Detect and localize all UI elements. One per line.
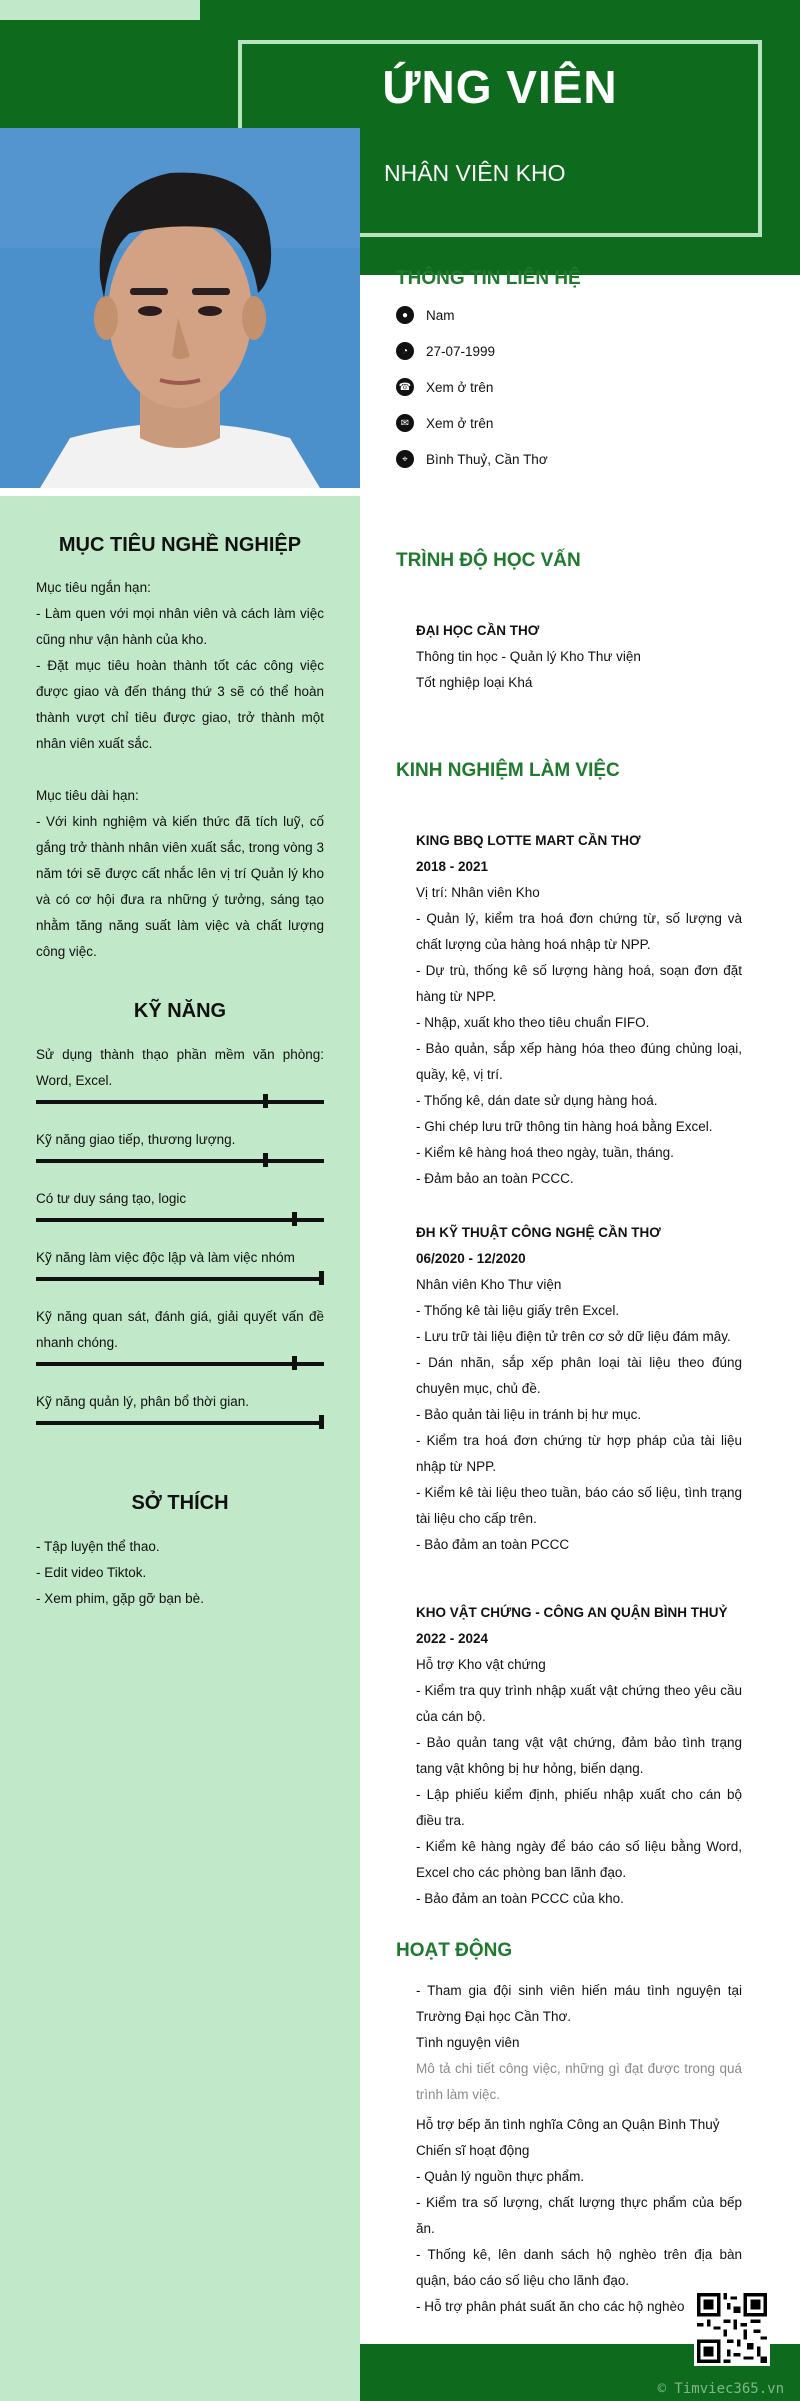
contact-address-text: Bình Thuỷ, Cần Thơ bbox=[426, 451, 548, 467]
job-block bbox=[416, 1220, 742, 1558]
objective-line: Mục tiêu ngắn hạn: bbox=[36, 580, 151, 595]
hobbies-title: SỞ THÍCH bbox=[131, 1492, 229, 1514]
activities-title: HOẠT ĐỘNG bbox=[396, 1940, 513, 1961]
job-task: - Thống kê tài liệu giấy trên Excel. bbox=[416, 1303, 620, 1318]
activity-task: - Kiểm tra số lượng, chất lượng thực phẩm của bếp ăn. bbox=[416, 2195, 742, 2236]
job-task: - Bảo quản tang vật vật chứng, đảm bảo tình trạng tang vật không bị hư hỏng, biến dạng. bbox=[416, 1735, 742, 1776]
education-block bbox=[416, 618, 742, 696]
phone-icon: ☎ bbox=[396, 378, 414, 396]
objective-title: MỤC TIÊU NGHỀ NGHIỆP bbox=[58, 534, 302, 556]
skill-bar bbox=[36, 1277, 324, 1281]
activity-role: Chiến sĩ hoạt động bbox=[416, 2143, 530, 2158]
skill-bar bbox=[36, 1362, 324, 1366]
job-task: - Kiểm kê hàng hoá theo ngày, tuần, tháng. bbox=[416, 1145, 674, 1160]
hobby-item: - Xem phim, gặp gỡ bạn bè. bbox=[36, 1591, 204, 1606]
hobbies-list bbox=[36, 1534, 324, 1612]
skill-knob bbox=[263, 1153, 268, 1167]
skill-knob bbox=[263, 1094, 268, 1108]
activity-desc: - Tham gia đội sinh viên hiến máu tình nguyện tại Trường Đại học Cần Thơ. bbox=[416, 1983, 742, 2024]
contact-phone-text: Xem ở trên bbox=[426, 379, 494, 395]
objective-line: Mục tiêu dài hạn: bbox=[36, 788, 139, 803]
activity-task: - Quản lý nguồn thực phẩm. bbox=[416, 2169, 585, 2184]
qr-code-icon bbox=[697, 2293, 767, 2363]
skill-label: Kỹ năng quan sát, đánh giá, giải quyết vấn đề nhanh chóng. bbox=[36, 1309, 324, 1350]
job-task: - Lập phiếu kiểm định, phiếu nhập xuất cho cán bộ điều tra. bbox=[416, 1787, 742, 1828]
hobby-item: - Edit video Tiktok. bbox=[36, 1565, 147, 1580]
skill-bar bbox=[36, 1421, 324, 1425]
contact-email-text: Xem ở trên bbox=[426, 415, 494, 431]
activity-block bbox=[416, 1978, 742, 2108]
job-task: - Kiểm tra quy trình nhập xuất vật chứng theo yêu cầu của cán bộ. bbox=[416, 1683, 742, 1724]
objective-line: - Đặt mục tiêu hoàn thành tốt các công việc được giao và đến tháng thứ 3 sẽ có thể hoàn thành vượt chỉ tiêu được giao, trở thành một nhân viên xuất sắc. bbox=[36, 658, 324, 751]
skill-label: Có tư duy sáng tạo, logic bbox=[36, 1191, 187, 1206]
job-task: - Đảm bảo an toàn PCCC. bbox=[416, 1171, 574, 1186]
education-grade: Tốt nghiệp loại Khá bbox=[416, 675, 533, 690]
job-task: - Bảo quản tài liệu in tránh bị hư mục. bbox=[416, 1407, 642, 1422]
header-accent-strip bbox=[0, 0, 200, 20]
skill-label: Kỹ năng quản lý, phân bổ thời gian. bbox=[36, 1394, 250, 1409]
objective-text bbox=[36, 575, 324, 965]
watermark: © Timviec365.vn bbox=[657, 2381, 784, 2397]
job-company: KING BBQ LOTTE MART CẦN THƠ bbox=[416, 833, 641, 848]
skill-bar bbox=[36, 1159, 324, 1163]
job-period: 2022 - 2024 bbox=[416, 1631, 489, 1646]
job-task: - Lưu trữ tài liệu điện tử trên cơ sở dữ liệu đám mây. bbox=[416, 1329, 731, 1344]
skill-knob bbox=[292, 1212, 297, 1226]
candidate-name: ỨNG VIÊN bbox=[382, 61, 618, 113]
portrait-image bbox=[0, 128, 360, 488]
job-role: Hỗ trợ Kho vật chứng bbox=[416, 1657, 546, 1672]
contact-gender-text: Nam bbox=[426, 307, 455, 323]
skill-label: Sử dụng thành thạo phần mềm văn phòng: Word, Excel. bbox=[36, 1047, 324, 1088]
skill-label: Kỹ năng làm việc độc lập và làm việc nhóm bbox=[36, 1250, 295, 1265]
job-task: - Bảo quản, sắp xếp hàng hóa theo đúng chủng loại, quầy, kệ, vị trí. bbox=[416, 1041, 742, 1082]
skill-label: Kỹ năng giao tiếp, thương lượng. bbox=[36, 1132, 236, 1147]
job-company: KHO VẬT CHỨNG - CÔNG AN QUẬN BÌNH THUỶ bbox=[416, 1605, 728, 1620]
job-task: - Kiểm kê hàng ngày để báo cáo số liệu bằng Word, Excel cho các phòng ban lãnh đạo. bbox=[416, 1839, 742, 1880]
job-role: Nhân viên Kho Thư viện bbox=[416, 1277, 562, 1292]
activity-task: - Hỗ trợ phân phát suất ăn cho các hộ nghèo bbox=[416, 2299, 685, 2314]
job-company: ĐH KỸ THUẬT CÔNG NGHỆ CẦN THƠ bbox=[416, 1225, 661, 1240]
skill-knob bbox=[292, 1356, 297, 1370]
avatar bbox=[0, 128, 360, 488]
job-task: - Nhập, xuất kho theo tiêu chuẩn FIFO. bbox=[416, 1015, 650, 1030]
job-task: - Kiểm tra hoá đơn chứng từ hợp pháp của tài liệu nhập từ NPP. bbox=[416, 1433, 742, 1474]
contact-email bbox=[396, 411, 493, 435]
person-icon: ● bbox=[396, 306, 414, 324]
job-task: - Ghi chép lưu trữ thông tin hàng hoá bằng Excel. bbox=[416, 1119, 713, 1134]
school-name: ĐẠI HỌC CẦN THƠ bbox=[416, 623, 540, 638]
job-role: Vị trí: Nhân viên Kho bbox=[416, 885, 540, 900]
job-period: 06/2020 - 12/2020 bbox=[416, 1251, 526, 1266]
activity-task: - Thống kê, lên danh sách hộ nghèo trên địa bàn quận, báo cáo số liệu cho lãnh đạo. bbox=[416, 2247, 742, 2288]
job-task: - Bảo đảm an toàn PCCC của kho. bbox=[416, 1891, 624, 1906]
contact-birthday bbox=[396, 339, 495, 363]
job-task: - Quản lý, kiểm tra hoá đơn chứng từ, số lượng và chất lượng của hàng hoá nhập từ NPP. bbox=[416, 911, 742, 952]
activity-role: Tình nguyện viên bbox=[416, 2035, 520, 2050]
activity-block bbox=[416, 2112, 742, 2320]
experience-title: KINH NGHIỆM LÀM VIỆC bbox=[396, 760, 620, 781]
job-task: - Kiểm kê tài liệu theo tuần, báo cáo số liệu, tình trạng tài liệu cho cấp trên. bbox=[416, 1485, 742, 1526]
objective-line: - Với kinh nghiệm và kiến thức đã tích luỹ, cố gắng trở thành nhân viên xuất sắc, trong vòng 3 năm tới sẽ được cất nhắc lên vị trí Quản lý kho và có cơ hội đưa ra những ý tưởng, sáng tạo nhằm tăng năng suất làm việc và chất lượng công việc. bbox=[36, 814, 324, 959]
education-major: Thông tin học - Quản lý Kho Thư viện bbox=[416, 649, 641, 664]
job-period: 2018 - 2021 bbox=[416, 859, 489, 874]
activity-placeholder: Mô tả chi tiết công việc, những gì đạt được trong quá trình làm việc. bbox=[416, 2061, 742, 2102]
email-icon: ✉ bbox=[396, 414, 414, 432]
contact-title: THÔNG TIN LIÊN HỆ bbox=[396, 268, 581, 289]
skill-knob bbox=[319, 1271, 324, 1285]
hobby-item: - Tập luyện thể thao. bbox=[36, 1539, 160, 1554]
job-task: - Dự trù, thống kê số lượng hàng hoá, soạn đơn đặt hàng từ NPP. bbox=[416, 963, 742, 1004]
job-task: - Bảo đảm an toàn PCCC bbox=[416, 1537, 570, 1552]
activity-desc: Hỗ trợ bếp ăn tình nghĩa Công an Quận Bình Thuỷ bbox=[416, 2117, 720, 2132]
skill-bar bbox=[36, 1100, 324, 1104]
photo-divider bbox=[0, 488, 360, 496]
qr-code[interactable] bbox=[694, 2290, 770, 2366]
job-task: - Thống kê, dán date sử dụng hàng hoá. bbox=[416, 1093, 658, 1108]
job-task: - Dán nhãn, sắp xếp phân loại tài liệu theo đúng chuyên mục, chủ đề. bbox=[416, 1355, 742, 1396]
clock-icon: ◔ bbox=[396, 342, 414, 360]
skill-bar bbox=[36, 1218, 324, 1222]
location-icon: ⌖ bbox=[396, 450, 414, 468]
skills-title: KỸ NĂNG bbox=[133, 1000, 227, 1022]
job-block bbox=[416, 828, 742, 1192]
contact-address bbox=[396, 447, 548, 471]
contact-gender bbox=[396, 303, 455, 327]
contact-phone bbox=[396, 375, 493, 399]
contact-birthday-text: 27-07-1999 bbox=[426, 343, 496, 359]
skill-knob bbox=[319, 1415, 324, 1429]
education-title: TRÌNH ĐỘ HỌC VẤN bbox=[396, 550, 581, 571]
objective-line: - Làm quen với mọi nhân viên và cách làm việc cũng như vận hành của kho. bbox=[36, 606, 324, 647]
candidate-position: NHÂN VIÊN KHO bbox=[384, 160, 566, 186]
job-block bbox=[416, 1600, 742, 1912]
